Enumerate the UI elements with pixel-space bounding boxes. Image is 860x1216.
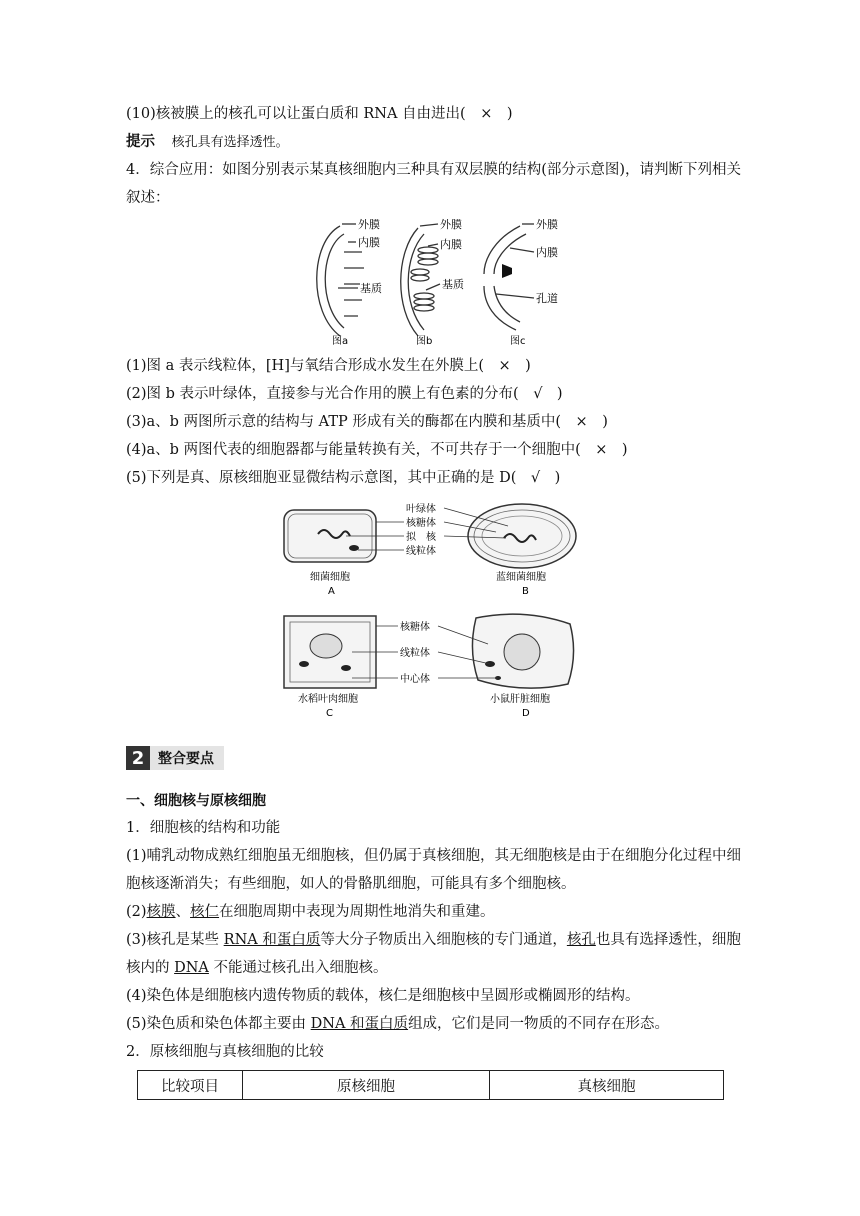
fig-c-outer-label: 外膜 (536, 218, 558, 231)
fig-a-outer-label: 外膜 (358, 218, 380, 231)
p2-rest: 在细胞周期中表现为周期性地消失和重建。 (219, 904, 495, 920)
item-2: (2)图 b 表示叶绿体，直接参与光合作用的膜上有色素的分布( √ ) (126, 386, 563, 402)
mito-inner-membrane (325, 234, 344, 328)
label-chloroplast: 叶绿体 (406, 504, 436, 515)
paragraph-4: (4)染色体是细胞核内遗传物质的载体，核仁是细胞核中呈圆形或椭圆形的结构。 (126, 988, 640, 1004)
cell-b-letter: B (522, 586, 529, 597)
point-1-title: 1．细胞核的结构和功能 (126, 820, 281, 836)
p3-post: 也具有选择透性，细胞 (595, 932, 741, 948)
table-header-eukaryote: 真核细胞 (490, 1071, 724, 1100)
chloro-inner-membrane (408, 234, 424, 330)
fig-b-caption: 图b (416, 336, 433, 347)
label-mitochondrion-top: 线粒体 (406, 546, 436, 557)
section-number: 2 (126, 746, 150, 770)
p3-mid: 等大分子物质出入细胞核的专门通道， (320, 932, 567, 948)
cell-c-name: 水稻叶肉细胞 (298, 694, 358, 705)
question-4-line1: 4．综合应用：如图分别表示某真核细胞内三种具有双层膜的结构(部分示意图)，请判断下列相关 (126, 162, 742, 178)
underline-nuclear-pore: 核孔 (566, 932, 596, 948)
fig-b-outer-label: 外膜 (440, 218, 462, 231)
fig-c-inner-label: 内膜 (536, 246, 558, 259)
question-4-line2: 叙述： (126, 190, 170, 206)
point-2-title: 2．原核细胞与真核细胞的比较 (126, 1044, 324, 1060)
p5-pre: (5)染色质和染色体都主要由 (126, 1016, 311, 1032)
section-header (126, 746, 224, 770)
chloro-outer-membrane (401, 228, 418, 336)
paragraph-3 (126, 927, 741, 953)
section-title: 整合要点 (150, 746, 224, 770)
cell-b-name: 蓝细菌细胞 (496, 572, 546, 583)
tip-text: 核孔具有选择透性。 (171, 135, 289, 150)
question-10: (10)核被膜上的核孔可以让蛋白质和 RNA 自由进出( × ) (126, 106, 513, 122)
table-header-row (138, 1071, 724, 1100)
label-mitochondrion-bottom: 线粒体 (400, 648, 430, 659)
cell-a-letter: A (328, 586, 335, 597)
cell-c-letter: C (326, 708, 333, 719)
underline-rna-protein: RNA 和蛋白质 (223, 932, 321, 948)
fig-a-inner-label: 内膜 (358, 236, 380, 249)
cell-d-name: 小鼠肝脏细胞 (490, 694, 550, 705)
item-1: (1)图 a 表示线粒体，[H]与氧结合形成水发生在外膜上( × ) (126, 358, 531, 374)
tip-label: 提示 (126, 134, 155, 150)
cell-a-name: 细菌细胞 (310, 572, 350, 583)
p2-sep: 、 (175, 904, 191, 920)
underline-dna: DNA (174, 960, 209, 976)
paragraph-5 (126, 1011, 738, 1037)
label-ribosome-top: 核糖体 (406, 518, 436, 529)
paragraph-1b: 胞核逐渐消失；有些细胞，如人的骨骼肌细胞，可能具有多个细胞核。 (126, 876, 576, 892)
table-header-prokaryote: 原核细胞 (243, 1071, 490, 1100)
table-header-item: 比较项目 (138, 1071, 243, 1100)
p5-post: 组成，它们是同一物质的不同存在形态。 (408, 1016, 670, 1032)
paragraph-2: (2)核膜、核仁在细胞周期中表现为周期性地消失和重建。 (126, 904, 495, 920)
paragraph-1a: (1)哺乳动物成熟红细胞虽无细胞核，但仍属于真核细胞，其无细胞核是由于在细胞分化过程中细 (126, 848, 742, 864)
fig-c-caption: 图c (510, 336, 526, 347)
item-5: (5)下列是真、原核细胞亚显微结构示意图，其中正确的是 D( √ ) (126, 470, 561, 486)
fig-b-matrix-label: 基质 (442, 278, 464, 291)
fig-b-inner-label: 内膜 (440, 238, 462, 251)
p3-pre: (3)核孔是某些 (126, 932, 224, 948)
item-4: (4)a、b 两图代表的细胞器都与能量转换有关，不可共存于一个细胞中( × ) (126, 442, 628, 458)
label-centrosome: 中心体 (400, 674, 430, 685)
organelle-figure (300, 212, 560, 350)
cell-d-letter: D (522, 708, 530, 719)
item-3: (3)a、b 两图所示意的结构与 ATP 形成有关的酶都在内膜和基质中( × ) (126, 414, 608, 430)
underline-nucleolus: 核仁 (190, 904, 220, 920)
cell-figure (276, 496, 596, 726)
p3b-pre: 核内的 (126, 960, 175, 976)
fig-a-matrix-label: 基质 (360, 282, 382, 295)
cyanobacteria-cell (468, 504, 576, 568)
fig-a-caption: 图a (332, 336, 349, 347)
label-ribosome-bottom: 核糖体 (400, 622, 430, 633)
paragraph-3b (126, 955, 738, 981)
subsection-title: 一、细胞核与原核细胞 (126, 793, 266, 809)
label-nucleoid: 拟 核 (406, 532, 436, 543)
underline-nuclear-envelope: 核膜 (146, 904, 176, 920)
p3b-post: 不能通过核孔出入细胞核。 (208, 960, 388, 976)
tip-line (126, 129, 738, 156)
comparison-table (137, 1070, 724, 1100)
underline-dna-protein: DNA 和蛋白质 (310, 1016, 409, 1032)
fig-c-pore-label: 孔道 (536, 292, 558, 305)
